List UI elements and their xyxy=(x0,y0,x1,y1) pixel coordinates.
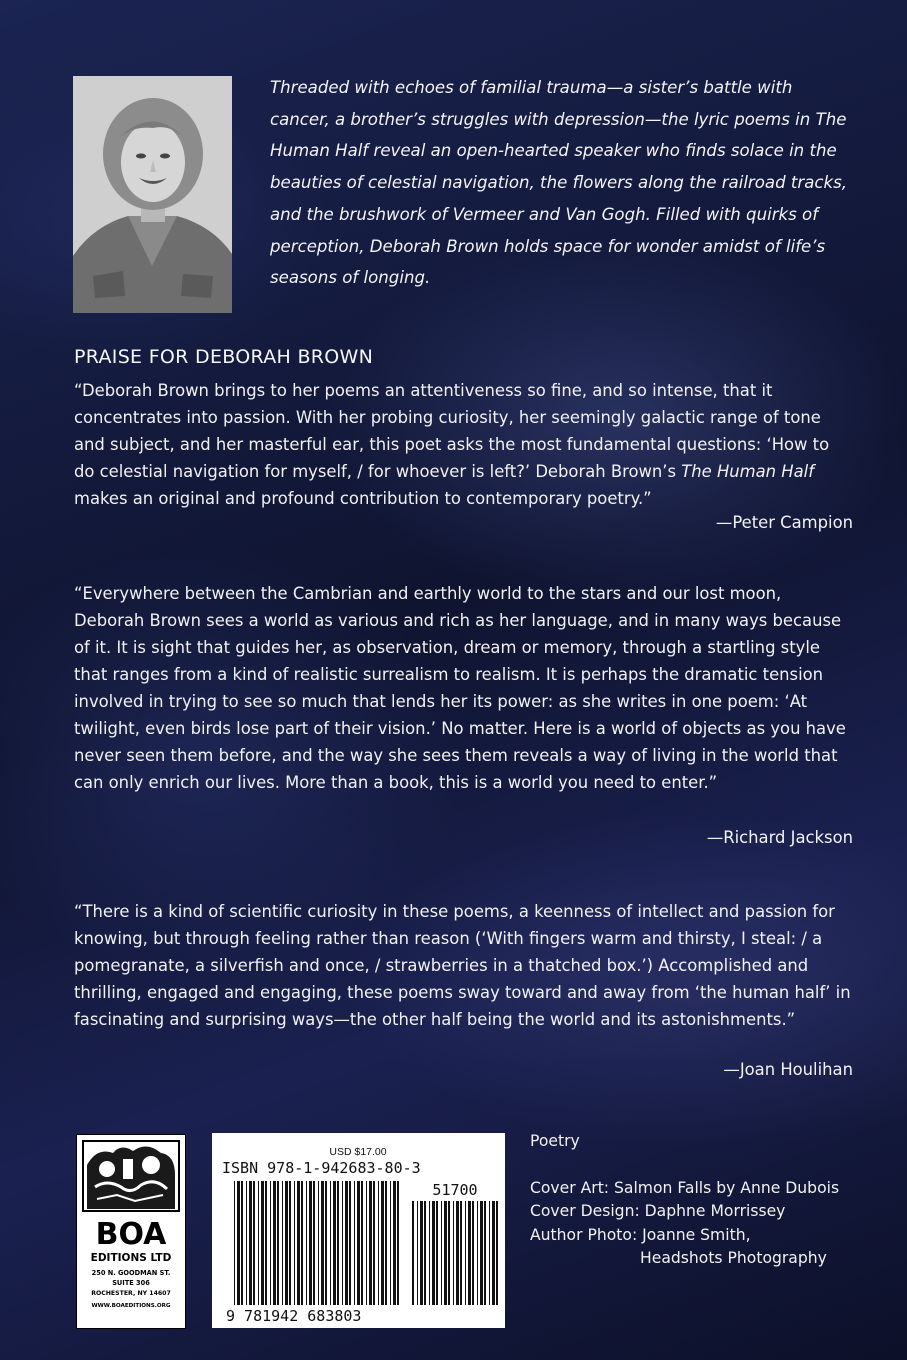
barcode-ean-digits: 9 781942 683803 xyxy=(226,1307,362,1325)
publisher-logo xyxy=(76,1134,186,1329)
barcode-bar xyxy=(270,1181,271,1305)
author-portrait-illustration xyxy=(73,76,232,313)
barcode-bar xyxy=(361,1181,363,1305)
publisher-logo-text: BOA xyxy=(95,1217,167,1252)
barcode-bar xyxy=(246,1181,247,1305)
barcode-bar xyxy=(378,1181,379,1305)
barcode-bar xyxy=(432,1201,435,1305)
barcode-bar xyxy=(429,1201,430,1305)
credits-block xyxy=(530,1130,839,1271)
publisher-logo-artwork xyxy=(77,1135,185,1328)
barcode-bar xyxy=(333,1181,336,1305)
author-photo xyxy=(73,76,232,313)
barcode-bar xyxy=(306,1181,307,1305)
publisher-address-3: ROCHESTER, NY 14607 xyxy=(91,1290,171,1297)
barcode-bar xyxy=(289,1181,291,1305)
praise-attribution-3: —Joan Houlihan xyxy=(723,1060,853,1079)
barcode-bar xyxy=(318,1181,319,1305)
barcode-bar xyxy=(385,1181,387,1305)
author-photo-credit-studio: Headshots Photography xyxy=(640,1249,827,1267)
barcode-bar xyxy=(234,1181,235,1305)
praise-quote-2: “Everywhere between the Cambrian and earthly world to the stars and our lost moon, Deborah Brown sees a world as various and rich as her language, and in many ways because of it. It is sight that guides her, as observation, dream or memory, through a startling style that ranges from a kind of realistic surrealism to realism. It is perhaps the dramatic tension involved in trying to see so much that lends her its power: as she writes in one poem: ‘At twilight, even birds lose part of their vision.’ No matter. Here is a world of objects as you have never seen them before, and the way she sees them reveals a way of living in the world that can only enrich our lives. More than a book, this is a world you need to enter.” xyxy=(74,584,846,792)
barcode-bar xyxy=(294,1181,295,1305)
barcode-bar xyxy=(448,1201,450,1305)
barcode-bar xyxy=(241,1181,243,1305)
barcode-bar xyxy=(265,1181,267,1305)
barcode-bar xyxy=(477,1201,478,1305)
barcode-bar xyxy=(390,1181,391,1305)
barcode-bar xyxy=(489,1201,490,1305)
barcode-bar xyxy=(258,1181,259,1305)
barcode-bar xyxy=(282,1181,283,1305)
barcode-bar xyxy=(424,1201,426,1305)
barcode-bar xyxy=(465,1201,466,1305)
barcode-bar xyxy=(381,1181,384,1305)
barcode-bar xyxy=(492,1201,495,1305)
barcode-bar xyxy=(277,1181,279,1305)
barcode-bar xyxy=(436,1201,438,1305)
barcode-bar xyxy=(373,1181,375,1305)
barcode-bar xyxy=(313,1181,315,1305)
barcode-bar xyxy=(484,1201,486,1305)
barcode-bar xyxy=(253,1181,255,1305)
barcode-bar xyxy=(345,1181,348,1305)
barcode-bar xyxy=(397,1181,399,1305)
barcode-graphic xyxy=(212,1133,505,1328)
barcode-bar xyxy=(393,1181,396,1305)
barcode-bar xyxy=(412,1201,414,1305)
barcode-bar xyxy=(460,1201,462,1305)
barcode-bar xyxy=(309,1181,312,1305)
barcode-bar xyxy=(357,1181,360,1305)
barcode-bar xyxy=(261,1181,264,1305)
praise-quote-1: “Deborah Brown brings to her poems an attentiveness so fine, and so intense, that it concentrates into passion. With her probing curiosity, her seemingly galactic range of tone and subject, and her masterful ear, this poet asks the most fundamental questions: ‘How to do celestial navigation for myself, / for whoever is left?’ Deborah Brown’s The Human Half makes an original and profound contribution to contemporary poetry.” xyxy=(74,381,830,508)
barcode-price: USD $17.00 xyxy=(329,1146,387,1158)
cover-art-credit: Cover Art: Salmon Falls by Anne Dubois xyxy=(530,1178,840,1197)
cover-design-credit: Cover Design: Daphne Morrissey xyxy=(530,1202,786,1220)
praise-attribution-2: —Richard Jackson xyxy=(706,828,853,847)
barcode-bar xyxy=(456,1201,459,1305)
barcode-bar xyxy=(249,1181,252,1305)
barcode-bar xyxy=(496,1201,498,1305)
barcode-bar xyxy=(472,1201,474,1305)
barcode-addon-number: 51700 xyxy=(432,1181,478,1199)
barcode-bar xyxy=(342,1181,343,1305)
isbn-barcode xyxy=(212,1133,505,1328)
barcode-bar xyxy=(417,1201,418,1305)
barcode-bar xyxy=(366,1181,367,1305)
book-description: Threaded with echoes of familial trauma—a sister’s battle with cancer, a brother’s struggles with depression—the lyric poems in The Human Half reveal an open-hearted speaker who finds solace in the beauties of celestial navigation, the flowers along the railroad tracks, and the brushwork of Vermeer and Van Gogh. Filled with quirks of perception, Deborah Brown holds space for wonder amidst of life’s seasons of longing. xyxy=(270,78,848,288)
barcode-bar xyxy=(321,1181,324,1305)
barcode-isbn: ISBN 978-1-942683-80-3 xyxy=(222,1159,421,1177)
barcode-bar xyxy=(369,1181,372,1305)
barcode-bar xyxy=(273,1181,276,1305)
genre-label: Poetry xyxy=(530,1132,580,1150)
barcode-bar xyxy=(441,1201,442,1305)
publisher-address-1: 250 N. GOODMAN ST. xyxy=(91,1269,171,1277)
barcode-bar xyxy=(354,1181,355,1305)
barcode-bar xyxy=(330,1181,331,1305)
barcode-bar xyxy=(349,1181,351,1305)
barcode-bar xyxy=(297,1181,300,1305)
barcode-bar xyxy=(337,1181,339,1305)
publisher-address-2: SUITE 306 xyxy=(112,1279,150,1287)
publisher-website: WWW.BOAEDITIONS.ORG xyxy=(91,1303,171,1309)
barcode-bar xyxy=(420,1201,423,1305)
barcode-bar xyxy=(285,1181,288,1305)
praise-heading: PRAISE FOR DEBORAH BROWN xyxy=(74,346,374,368)
barcode-bar xyxy=(453,1201,454,1305)
barcode-bar xyxy=(444,1201,447,1305)
praise-attribution-1: —Peter Campion xyxy=(715,513,853,532)
praise-quote-3: “There is a kind of scientific curiosity in these poems, a keenness of intellect and passion for knowing, but through feeling rather than reason (‘With fingers warm and thirsty, I steal: / a pomegranate, a silverfish and once, / strawberries in a thatched box.’) Accomplished and thrilling, engaged and engaging, these poems sway toward and away from ‘the human half’ in fascinating and surprising ways—the other half being the world and its astonishments.” xyxy=(74,902,851,1029)
author-photo-credit: Author Photo: Joanne Smith, xyxy=(530,1225,751,1244)
barcode-bar xyxy=(468,1201,471,1305)
barcode-bar xyxy=(237,1181,240,1305)
publisher-name: EDITIONS LTD xyxy=(90,1252,172,1264)
barcode-bar xyxy=(480,1201,483,1305)
barcode-bar xyxy=(301,1181,303,1305)
barcode-bar xyxy=(325,1181,327,1305)
